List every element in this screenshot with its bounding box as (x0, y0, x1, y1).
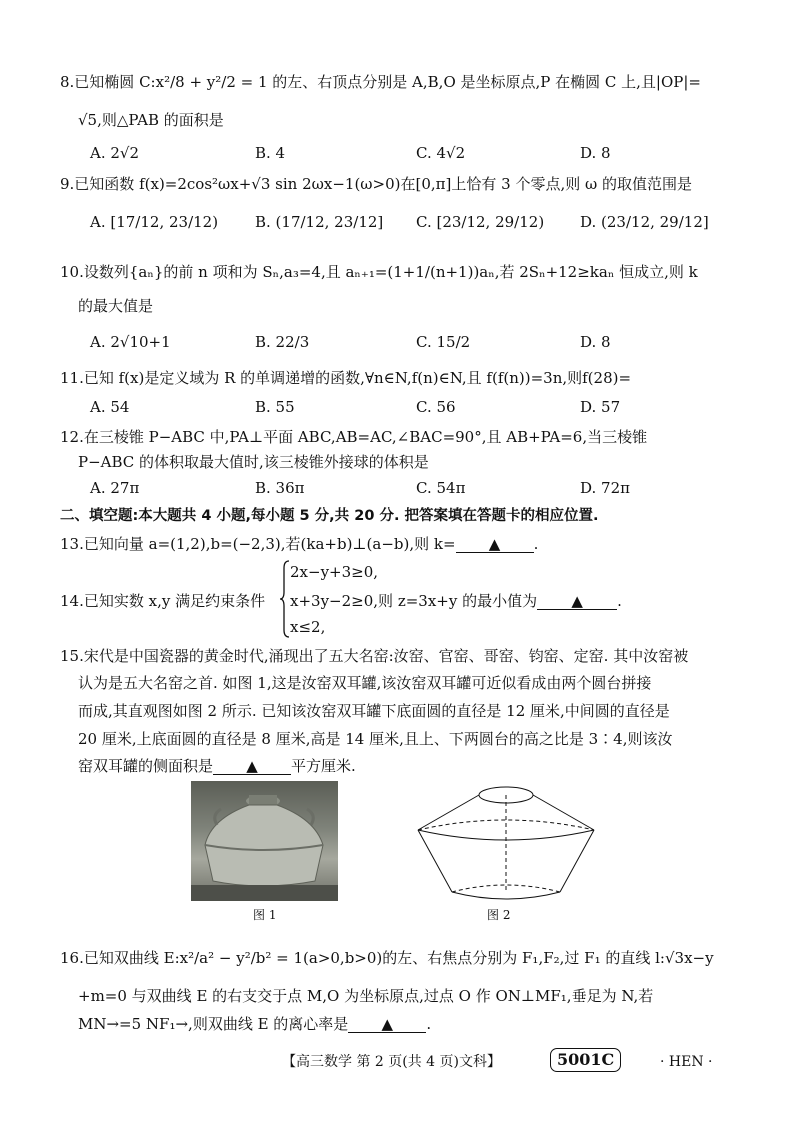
q12-option-b: B. 36π (255, 479, 305, 497)
q12-line2: P−ABC 的体积取最大值时,该三棱锥外接球的体积是 (78, 453, 429, 471)
figure-1-jar-photo (191, 781, 338, 901)
q14-answer-blank (537, 593, 617, 610)
q15-line4: 20 厘米,上底面圆的直径是 8 厘米,高是 14 厘米,且上、下两圆台的高之比是 3∶4,则该汝 (78, 730, 673, 748)
q14-constraint-1: 2x−y+3≥0, (290, 563, 379, 581)
q8-line1: 8.已知椭圆 C:x²/8 + y²/2 = 1 的左、右顶点分别是 A,B,O 是坐标原点,P 在椭圆 C 上,且|OP|= (60, 73, 701, 91)
q11-option-c: C. 56 (416, 398, 456, 416)
q13-end: . (533, 535, 539, 553)
q11-line1: 11.已知 f(x)是定义域为 R 的单调递增的函数,∀n∈N,f(n)∈N,且 f(f(n))=3n,则f(28)= (60, 369, 632, 387)
q15-line1: 15.宋代是中国瓷器的黄金时代,涌现出了五大名窑:汝窑、官窑、哥窑、钧窑、定窑. 其中汝窑被 (60, 647, 689, 665)
q10-line1: 10.设数列{aₙ}的前 n 项和为 Sₙ,a₃=4,且 aₙ₊₁=(1+1/(n+1))aₙ,若 2Sₙ+12≥kaₙ 恒成立,则 k (60, 263, 698, 281)
q16-line2: +m=0 与双曲线 E 的右支交于点 M,O 为坐标原点,过点 O 作 ON⊥MF₁,垂足为 N,若 (78, 987, 654, 1005)
figure-2-frustum-diagram (410, 780, 600, 905)
q10-option-a: A. 2√10+1 (90, 333, 171, 351)
q8-option-b: B. 4 (255, 144, 286, 162)
q8-option-a: A. 2√2 (90, 144, 140, 162)
q10-line2: 的最大值是 (78, 297, 154, 315)
figure-2-caption: 图 2 (487, 908, 511, 922)
q11-option-b: B. 55 (255, 398, 295, 416)
q8-option-c: C. 4√2 (416, 144, 466, 162)
q14-constraint-2-line (290, 591, 622, 611)
q15-unit: 平方厘米. (291, 757, 356, 775)
q14-constraint-3: x≤2, (290, 618, 326, 636)
q15-line5 (78, 756, 356, 776)
figure-1-caption: 图 1 (253, 908, 277, 922)
q12-option-a: A. 27π (90, 479, 140, 497)
q16-end: . (426, 1015, 432, 1033)
q15-line3: 而成,其直观图如图 2 所示. 已知该汝窑双耳罐下底面圆的直径是 12 厘米,中间圆的直径是 (78, 702, 670, 720)
q8-option-d: D. 8 (580, 144, 611, 162)
section-heading-fill-in: 二、填空题:本大题共 4 小题,每小题 5 分,共 20 分. 把答案填在答题卡的相应位置. (60, 508, 599, 524)
q16-line1: 16.已知双曲线 E:x²/a² − y²/b² = 1(a>0,b>0)的左、右焦点分别为 F₁,F₂,过 F₁ 的直线 l:√3x−y (60, 949, 714, 967)
triangle-marker-icon: ▲ (246, 757, 258, 775)
q14-end: . (617, 592, 622, 610)
q15-answer-blank (213, 758, 291, 775)
q16-question: MN→=5 NF₁→,则双曲线 E 的离心率是 (78, 1015, 349, 1033)
q13-answer-blank (456, 536, 534, 553)
q10-option-c: C. 15/2 (416, 333, 471, 351)
footer-region: · HEN · (660, 1054, 713, 1070)
q14-constraint-2: x+3y−2≥0, (290, 592, 379, 610)
q9-option-b: B. (17/12, 23/12] (255, 213, 384, 231)
q9-line1: 9.已知函数 f(x)=2cos²ωx+√3 sin 2ωx−1(ω>0)在[0,π]上恰有 3 个零点,则 ω 的取值范围是 (60, 175, 692, 193)
q16-answer-blank (348, 1016, 426, 1033)
q14-brace-icon (280, 560, 290, 638)
q12-line1: 12.在三棱锥 P−ABC 中,PA⊥平面 ABC,AB=AC,∠BAC=90°,且 AB+PA=6,当三棱锥 (60, 428, 648, 446)
paper-code-badge: 5001C (550, 1048, 621, 1072)
q15-question: 窑双耳罐的侧面积是 (78, 757, 214, 775)
q10-option-b: B. 22/3 (255, 333, 310, 351)
q13-text: 13.已知向量 a=(1,2),b=(−2,3),若(ka+b)⊥(a−b),则 k= (60, 535, 456, 553)
q16-line3 (78, 1014, 431, 1034)
triangle-marker-icon: ▲ (571, 592, 583, 610)
q11-option-a: A. 54 (90, 398, 130, 416)
q12-option-c: C. 54π (416, 479, 466, 497)
jar-illustration (191, 781, 338, 901)
q14-question: 则 z=3x+y 的最小值为 (378, 592, 538, 610)
q10-option-d: D. 8 (580, 333, 611, 351)
q9-option-a: A. [17/12, 23/12) (90, 213, 219, 231)
q9-option-c: C. [23/12, 29/12) (416, 213, 545, 231)
q8-line2: √5,则△PAB 的面积是 (78, 111, 224, 129)
q14-text: 14.已知实数 x,y 满足约束条件 (60, 592, 266, 610)
q9-option-d: D. (23/12, 29/12] (580, 213, 709, 231)
q11-option-d: D. 57 (580, 398, 621, 416)
q12-option-d: D. 72π (580, 479, 630, 497)
q13-line (60, 534, 538, 554)
triangle-marker-icon: ▲ (488, 535, 501, 553)
triangle-marker-icon: ▲ (381, 1015, 394, 1033)
footer-subject: 【高三数学 第 2 页(共 4 页)文科】 (282, 1054, 501, 1070)
q15-line2: 认为是五大名窑之首. 如图 1,这是汝窑双耳罐,该汝窑双耳罐可近似看成由两个圆台拼接 (78, 674, 652, 692)
